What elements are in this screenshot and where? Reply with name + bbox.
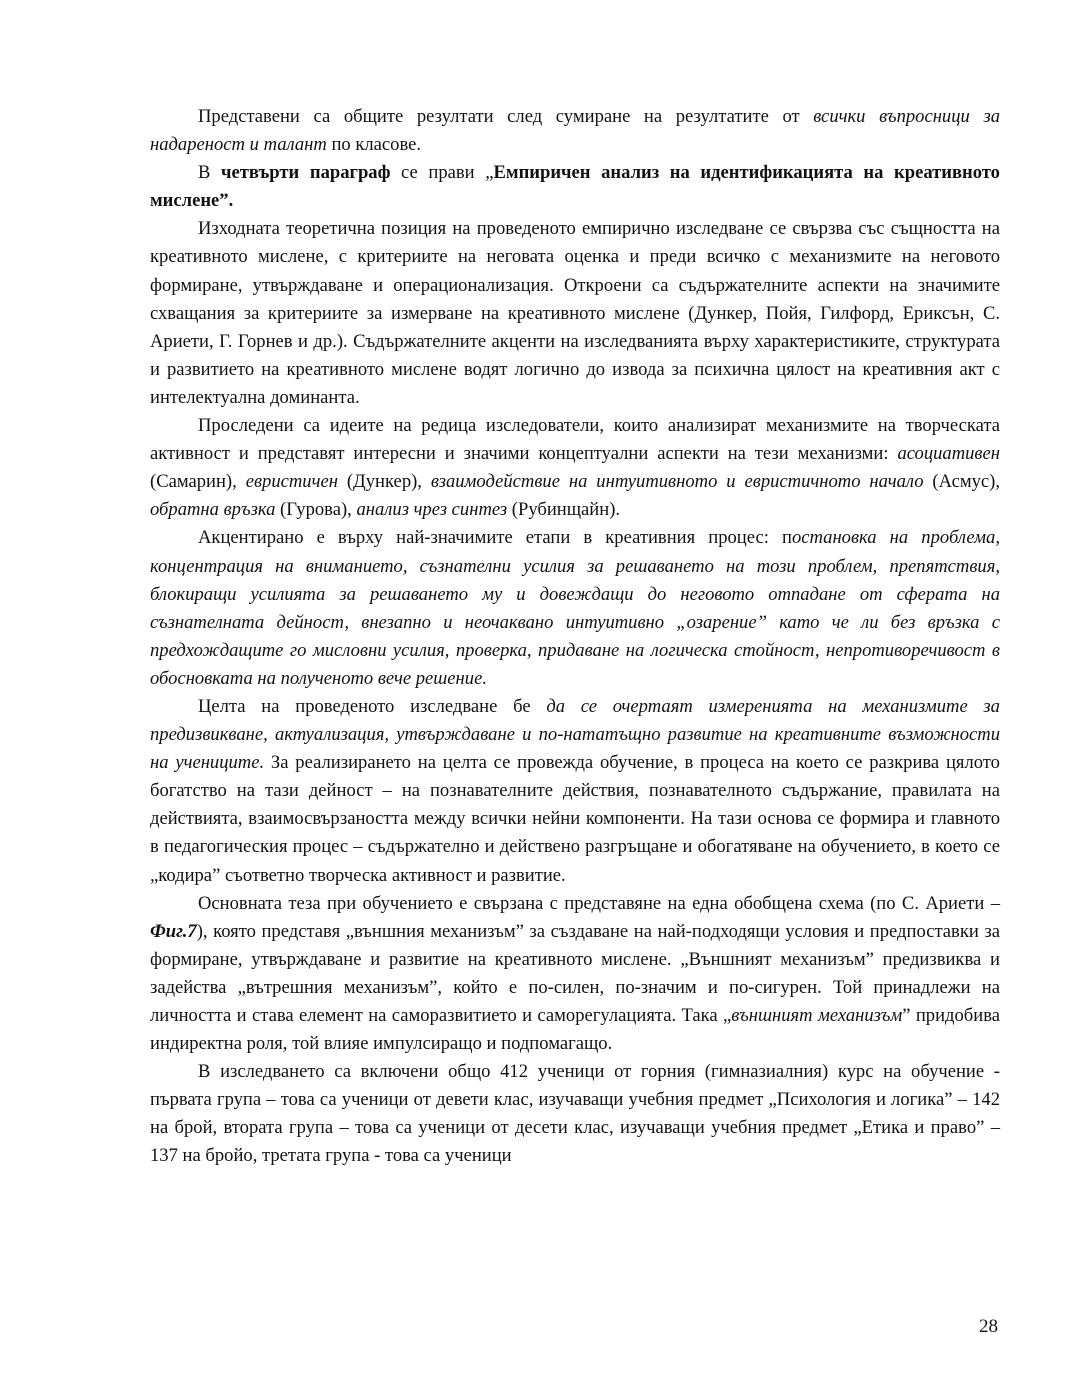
paragraph <box>150 159 1000 215</box>
text-run: по класове. <box>326 134 422 156</box>
text-run: Целта на проведеното изследване бе <box>198 695 547 717</box>
text-run: Основната теза при обучението е свързана с представяне на една обобщена схема (по С. Ариети – <box>198 892 1000 914</box>
italic-run: външният механизъм <box>731 1005 903 1026</box>
paragraph <box>150 890 1000 1059</box>
bold-italic-run: Фиг.7 <box>150 920 197 942</box>
italic-run: асоциативен <box>897 443 1000 465</box>
text-run: В <box>198 162 222 184</box>
text-run: ), която представя „външния механизъм” за създаване на най-подходящи условия и предпоставки за формиране, утвърждаване и развитие на креативното мислене. „Външният механизъм” предизвиква и задейства „вътрешния механизъм”, който е по-силен, по-значим и по-сигурен. Той принадлежи на личността и става елемент на саморазвитието и саморегулацията. Така „ <box>150 920 1000 1026</box>
text-run: Проследени са идеите на редица изследователи, които анализират механизмите на творческата активност и представят интересни и значими концептуални аспекти на тези механизми: <box>150 415 1000 465</box>
text-run: (Асмус), <box>923 471 1000 493</box>
paragraph <box>150 412 1000 524</box>
italic-run: обратна връзка <box>150 499 276 521</box>
text-run: ” придобива индиректна роля, той влияе импулсиращо и подпомагащо. <box>150 1005 1000 1055</box>
italic-run: препятствия, блокиращи усилията за решаването му и довеждащи до неговото отпадане от сферата на съзнателната дейност, внезапно и неочаквано интуитивно „озарение” като че ли без връзка с предхождащите го мисловни усилия, проверка, придаване на логическа стойност, непротиворечивост в обосновката на полученото вече решение. <box>150 555 1001 689</box>
paragraph <box>150 1058 1000 1170</box>
italic-run: взаимодействие на интуитивното и евристичното начало <box>430 471 924 493</box>
italic-run: евристичен <box>245 471 338 493</box>
text-run: (Самарин), <box>150 471 246 493</box>
italic-run: да се очертаят измеренията на механизмите за предизвикване, актуализация, утвърждаване и по-нататъщно развитие на креативните възможности на учениците. <box>150 695 1000 774</box>
text-run: (Дункер), <box>337 471 431 493</box>
paragraph <box>150 693 1000 890</box>
text-run: (Рубинщайн). <box>507 499 621 521</box>
text-run: , <box>872 555 890 577</box>
bold-run: Емпиричен анализ на идентификацията на креативното мислене”. <box>150 162 1000 212</box>
italic-run: всички въпросници за надареност и талант <box>150 106 1000 156</box>
paragraph <box>150 215 1000 412</box>
italic-run: анализ чрез синтез <box>356 499 508 521</box>
text-run: Изходната теоретична позиция на проведеното емпирично изследване се свързва със същността на креативното мислене, с критериите на неговата оценка и преди всичко с механизмите на неговото формиране, утвърждаване и операционализация. Откроени са съдържателните аспекти на значимите схващания за критериите за измерване на креативното мислене (Дункер, Пойя, Гилфорд, Ериксън, С. Ариети, Г. Горнев и др.). Съдържателните акценти на изследванията върху характеристиките, структурата и развитието на креативното мислене водят логично до извода за психична цялост на креативния акт с интелектуална доминанта. <box>150 218 1000 408</box>
paragraph <box>150 524 1000 693</box>
body-text <box>150 103 1000 1171</box>
text-run: (Гурова), <box>275 499 357 521</box>
text-run: се прави „ <box>390 162 494 184</box>
text-run: В изследването са включени общо 412 ученици от горния (гимназиалния) курс на обучение - първата група – това са ученици от девети клас, изучаващи учебния предмет „Психология и логика” – 142 на брой, втората група – това са ученици от десети клас, изучаващи учебния предмет „Етика и право” – 137 на бройо, третата група - това са ученици <box>150 1061 1000 1167</box>
italic-run: остановка на проблема, концентрация на вниманието, съзнателни усилия за решаването на този проблем <box>150 527 1000 577</box>
paragraph <box>150 103 1000 159</box>
text-run: Акцентирано е върху най-значимите етапи в креативния процес: п <box>198 527 792 549</box>
page-number: 28 <box>979 1316 998 1337</box>
bold-run: четвърти параграф <box>221 162 391 184</box>
text-run: За реализирането на целта се провежда обучение, в процеса на което се разкрива цялото богатство на тази дейност – на познавателните действия, познавателното съдържание, правилата на действията, взаимосвързаността между всички нейни компоненти. На тази основа се формира и главното в педагогическия процес – съдържателно и действено разгръщане и обогатяване на обучението, в което се „кодира” съответно творческа активност и развитие. <box>150 752 1000 886</box>
text-run: Представени са общите резултати след сумиране на резултатите от <box>198 106 814 127</box>
